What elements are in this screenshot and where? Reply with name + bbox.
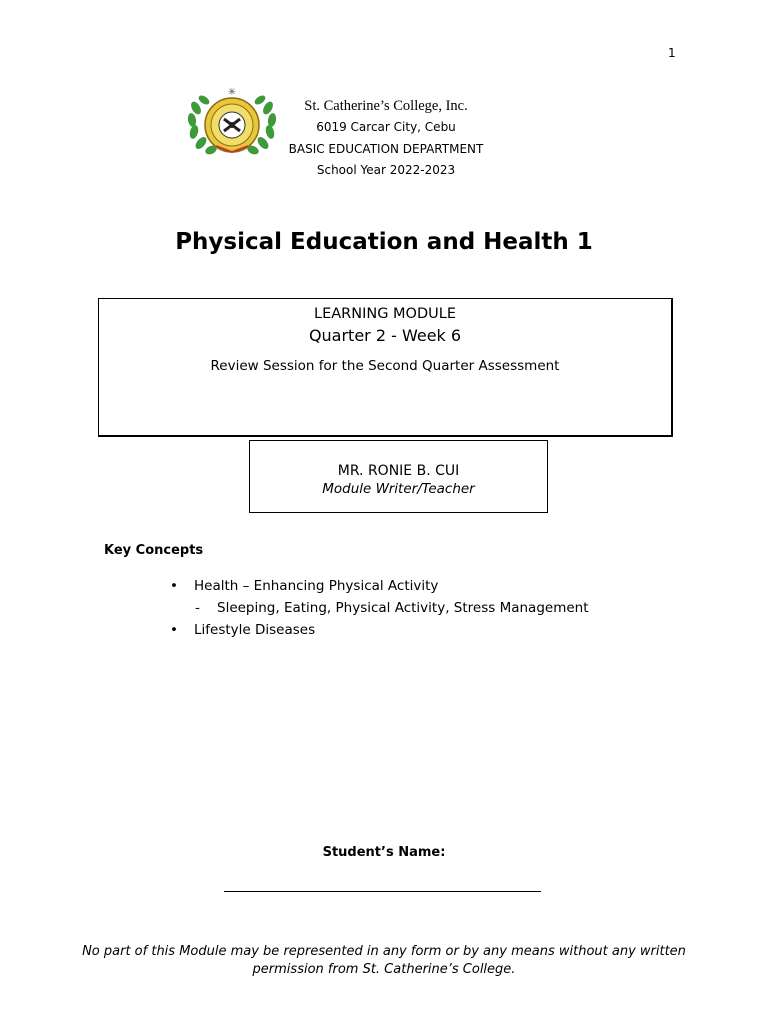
- department: BASIC EDUCATION DEPARTMENT: [288, 141, 484, 156]
- module-label: LEARNING MODULE: [314, 306, 456, 322]
- school-name: St. Catherine’s College, Inc.: [304, 98, 468, 114]
- concept-text: Health – Enhancing Physical Activity: [194, 578, 439, 594]
- copyright-disclaimer: No part of this Module may be represented in any form or by any means without any written permission from St. Catherine’s College.: [82, 944, 686, 977]
- module-info-box: [98, 298, 673, 437]
- svg-text:✳: ✳: [227, 87, 237, 98]
- school-address: 6019 Carcar City, Cebu: [316, 120, 456, 134]
- writer-role: Module Writer/Teacher: [322, 481, 475, 497]
- page-title: Physical Education and Health 1: [175, 229, 593, 255]
- student-name-line[interactable]: [224, 891, 541, 892]
- school-year: School Year 2022-2023: [316, 163, 456, 177]
- dash-icon: -: [195, 600, 200, 616]
- module-quarter: Quarter 2 - Week 6: [308, 326, 462, 345]
- bullet-icon: •: [170, 578, 178, 594]
- school-header: [270, 96, 502, 182]
- page-number: 1: [668, 46, 676, 60]
- college-seal-icon: [186, 86, 278, 160]
- module-subtitle: Review Session for the Second Quarter Assessment: [210, 358, 560, 374]
- key-concepts-heading: Key Concepts: [104, 543, 204, 558]
- concept-text: Lifestyle Diseases: [194, 622, 316, 638]
- student-name-label: Student’s Name:: [322, 845, 446, 860]
- bullet-icon: •: [170, 622, 178, 638]
- writer-name: MR. RONIE B. CUI: [337, 463, 460, 479]
- concept-sub-text: Sleeping, Eating, Physical Activity, Stress Management: [217, 600, 589, 616]
- writer-box: [249, 440, 548, 513]
